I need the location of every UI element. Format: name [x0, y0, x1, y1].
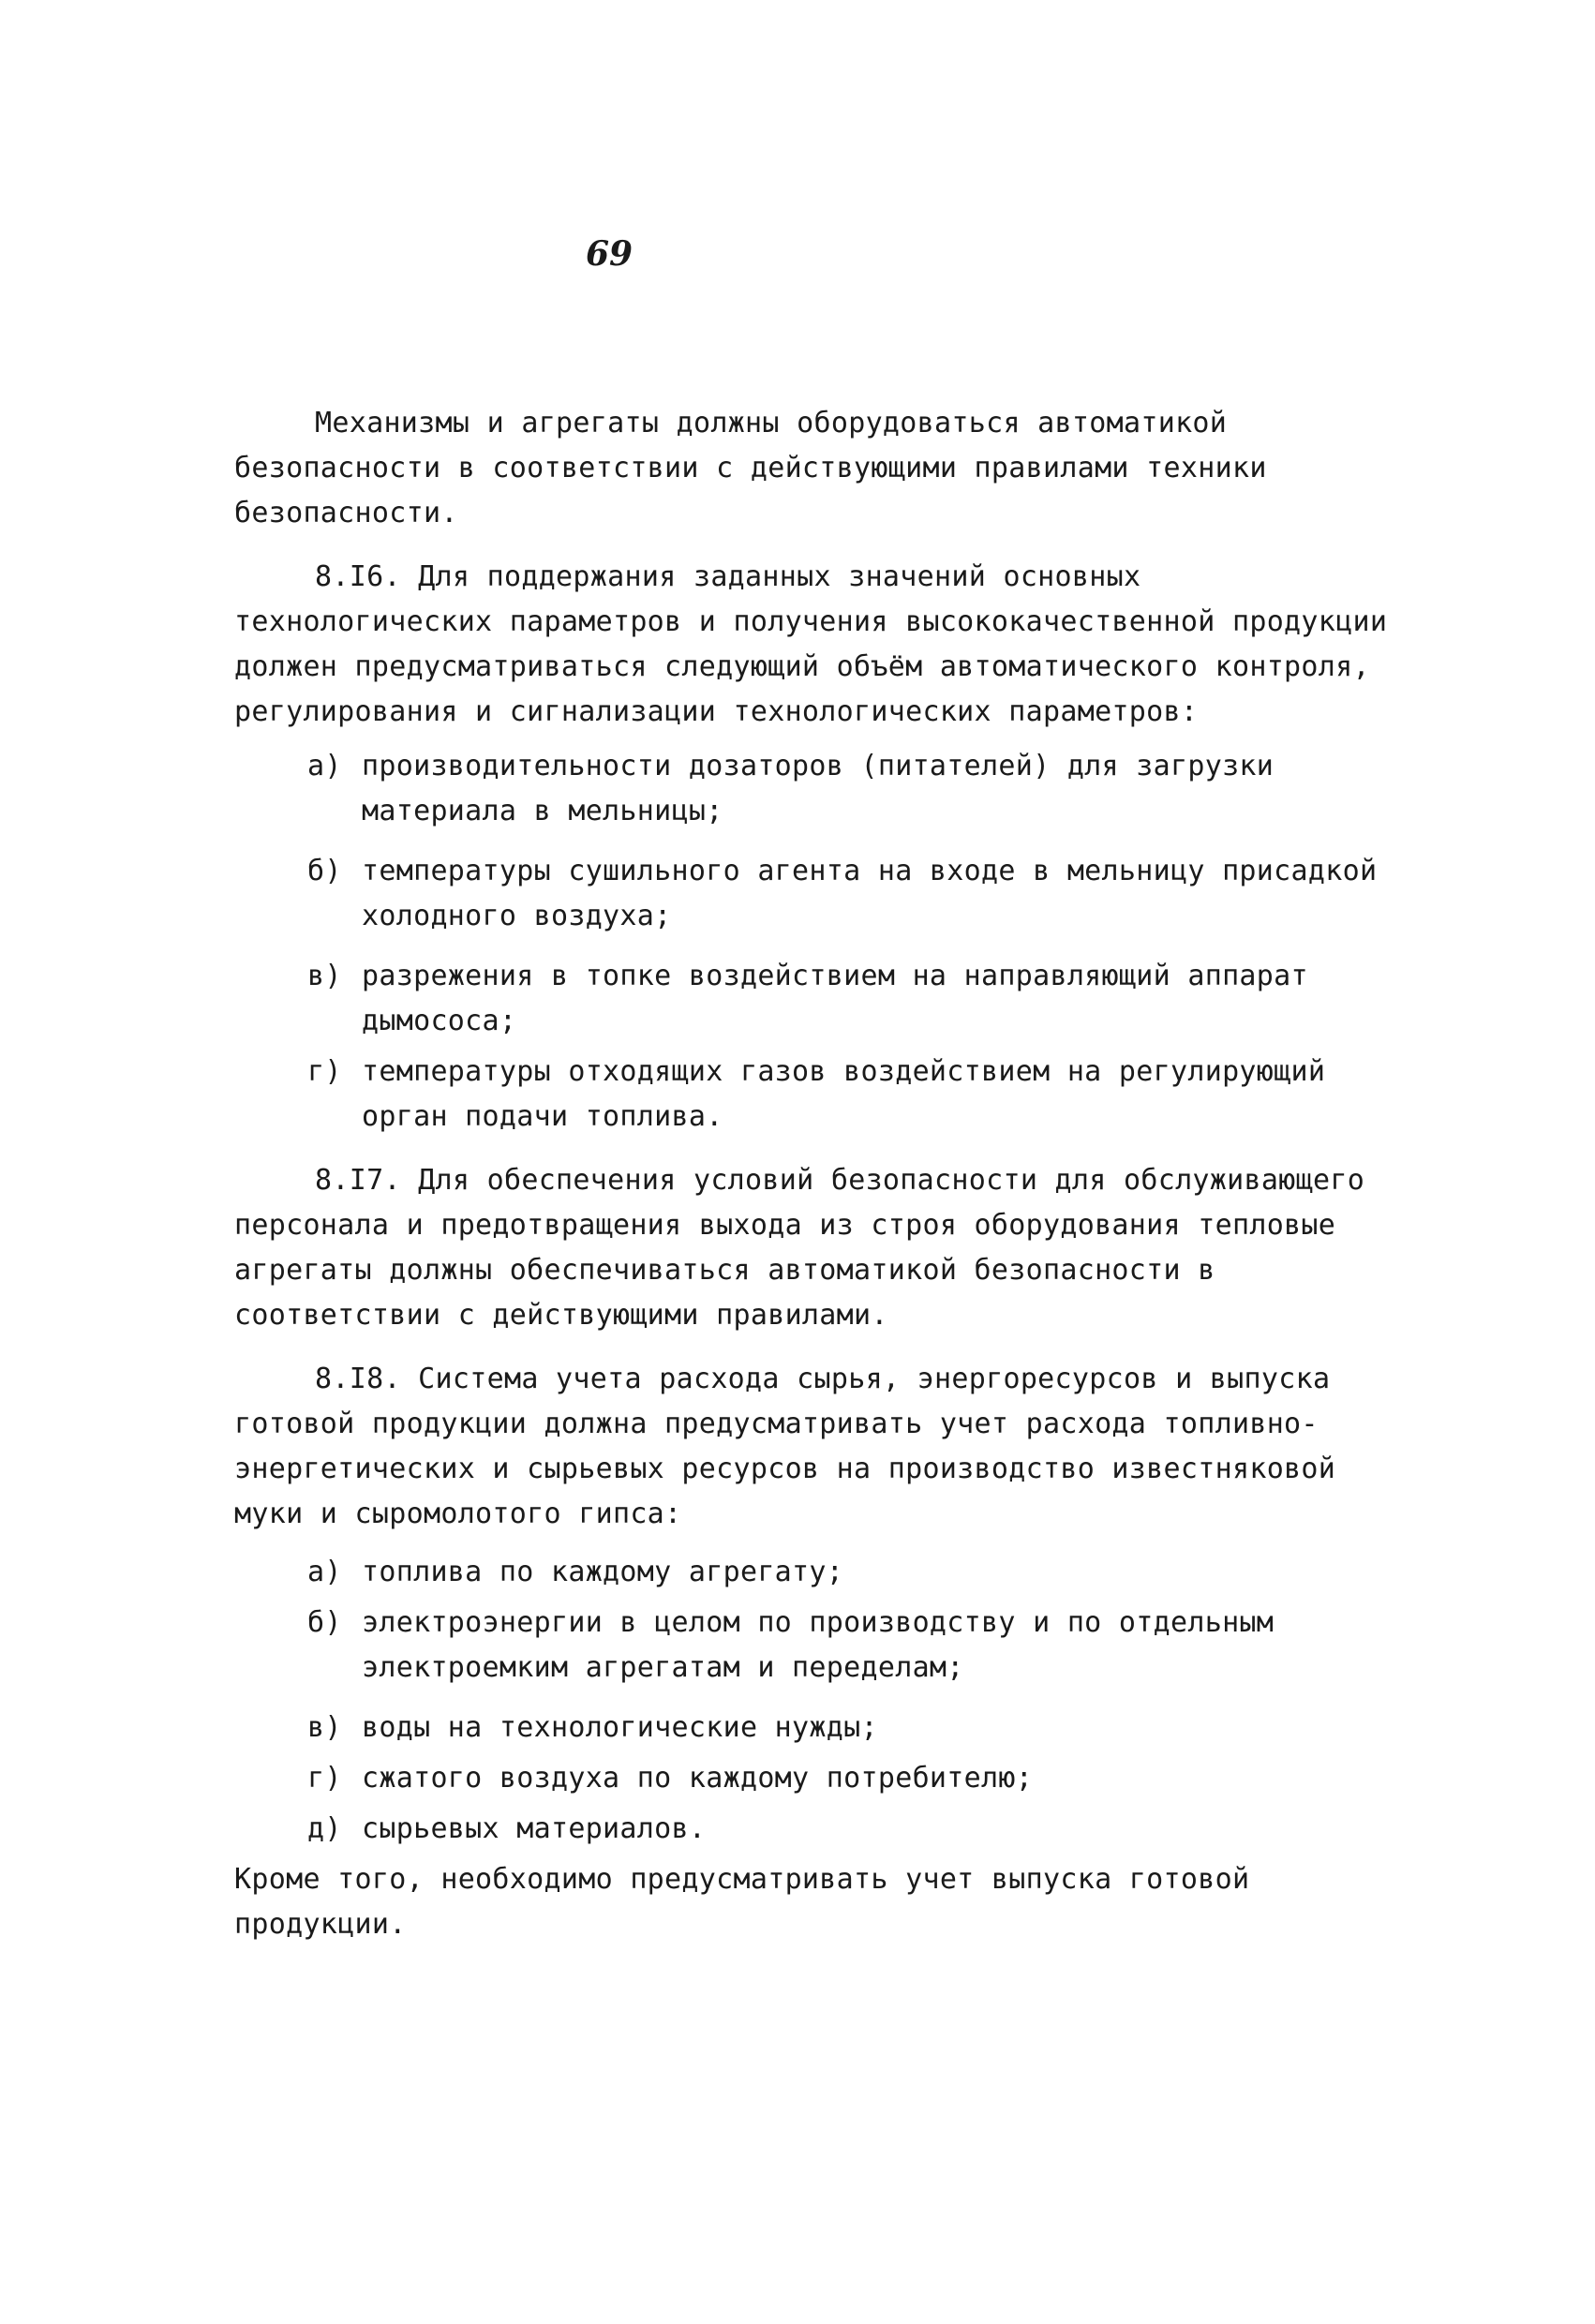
list-marker: в): [307, 960, 342, 992]
list-item-text: сырьевых материалов.: [362, 1812, 707, 1845]
list-item-text: производительности дозаторов (питателей) для загрузки материала в мельницы;: [362, 750, 1275, 827]
list-marker: б): [307, 1606, 342, 1639]
list-item-text: температуры сушильного агента на входе в мельницу присадкой холодного воздуха;: [362, 855, 1378, 932]
list-item: [234, 849, 1415, 939]
list-item: [234, 1050, 1415, 1140]
list-item: [234, 744, 1415, 834]
section-8-18: 8.I8. Система учета расхода сырья, энергоресурсов и выпуска готовой продукции должна предусматривать учет расхода топливно-энергетических и сырьевых ресурсов на производство известняковой муки и сыромолотого гипса:: [234, 1363, 1336, 1530]
list-item-text: воды на технологические нужды;: [362, 1711, 878, 1744]
list-marker: д): [307, 1812, 342, 1845]
list-item-text: электроэнергии в целом по производству и по отдельным электроемким агрегатам и переделам;: [362, 1606, 1275, 1684]
list-marker: а): [307, 750, 342, 782]
list-marker: а): [307, 1556, 342, 1588]
section-8-18-list: [234, 1550, 1415, 1852]
list-item: [234, 1550, 1415, 1595]
body-text: [234, 401, 1415, 1947]
list-marker: в): [307, 1711, 342, 1744]
section-8-16-list: [234, 744, 1415, 1140]
list-item-text: разрежения в топке воздействием на направляющий аппарат дымососа;: [362, 960, 1308, 1037]
closing-paragraph: Кроме того, необходимо предусматривать учет выпуска готовой продукции.: [234, 1863, 1250, 1941]
list-marker: г): [307, 1762, 342, 1795]
section-8-16: 8.I6. Для поддержания заданных значений основных технологических параметров и получения высококачественной продукции должен предусматриваться следующий объём автоматического контроля, регулирования и сигнализации технологических параметров:: [234, 560, 1388, 728]
list-item-text: сжатого воздуха по каждому потребителю;: [362, 1762, 1034, 1795]
list-marker: б): [307, 855, 342, 887]
list-item: [234, 954, 1415, 1044]
list-item: [234, 1601, 1415, 1691]
page-number: 69: [585, 234, 634, 274]
list-item: [234, 1706, 1415, 1750]
list-item-text: топлива по каждому агрегату;: [362, 1556, 844, 1588]
list-item: [234, 1807, 1415, 1852]
list-item-text: температуры отходящих газов воздействием на регулирующий орган подачи топлива.: [362, 1055, 1326, 1133]
list-marker: г): [307, 1055, 342, 1088]
section-8-17: 8.I7. Для обеспечения условий безопасности для обслуживающего персонала и предотвращения выхода из строя оборудования тепловые агрегаты должны обеспечиваться автоматикой безопасности в соответствии с действующими правилами.: [234, 1164, 1365, 1332]
intro-paragraph: Механизмы и агрегаты должны оборудоваться автоматикой безопасности в соответствии с действующими правилами техники безопасности.: [234, 407, 1267, 529]
list-item: [234, 1756, 1415, 1801]
